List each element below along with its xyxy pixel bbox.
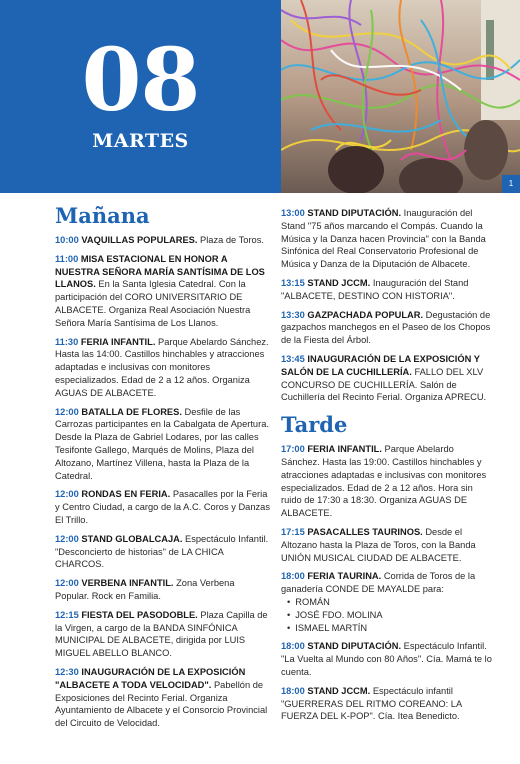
event-description: Desde el Altozano hasta la Plaza de Toros, con la Banda UNIÓN MUSICAL CIUDAD DE ALBACETE. [281,526,476,563]
event-title: INAUGURACIÓN DE LA EXPOSICIÓN "ALBACETE A TODA VELOCIDAD". [55,666,246,690]
event-entry [281,685,493,723]
event-entry [55,533,270,571]
date-block [0,0,281,193]
event-description: FALLO DEL XLV CONCURSO DE CUCHILLERÍA. Salón de Cuchillería del Recinto Ferial. Organiza APRECU. [281,366,487,403]
event-description: Desfile de las Carrozas participantes en la Cabalgata de Apertura. Desde la Plaza de Gabriel Lodares, por las calles Tesifonte Gallego, Marqués de Molins, Plaza del Altozano, Martínez Villena, hasta la Plaza de la Catedral. [55,406,269,481]
bullet-icon: • [287,622,291,633]
event-title: MISA ESTACIONAL EN HONOR A NUESTRA SEÑORA MARÍA SANTÍSIMA DE LOS LLANOS. [55,253,265,290]
event-time: 13:15 [281,277,305,288]
event-time: 17:00 [281,444,305,455]
event-title: GAZPACHADA POPULAR. [307,309,424,320]
tarde-event-list [281,443,493,723]
event-time: 17:15 [281,526,305,537]
event-description: Parque Abelardo Sánchez. Hasta las 19:00. Castillos hinchables y atracciones adaptadas e inclusivas con monitores especializados. Edad de 2 a 12 años. Hora sin ruido de 17:30 a 18:30. Organiza AGUAS DE ALBACETE. [281,444,487,519]
event-time: 12:15 [55,609,79,620]
list-item-label: JOSÉ FDO. MOLINA [295,609,383,620]
event-title: STAND DIPUTACIÓN. [307,641,402,652]
event-entry [281,207,493,271]
event-description: En la Santa Iglesia Catedral. Con la participación del CORO UNIVERSITARIO DE ALBACETE. Organiza Real Asociación Nuestra Señora María Santísima de Los Llanos. [55,279,251,328]
event-entry [55,336,270,400]
event-time: 18:00 [281,685,305,696]
event-title: INAUGURACIÓN DE LA EXPOSICIÓN Y SALÓN DE LA CUCHILLERÍA. [281,353,480,377]
event-description: Parque Abelardo Sánchez. Hasta las 14:00. Castillos hinchables y atracciones adaptadas e inclusivas con monitores especializados. Edad de 2 a 12 años. Organiza AGUAS DE ALBACETE. [55,336,269,398]
streamers-crowd-image [281,0,520,193]
event-time: 12:30 [55,666,79,677]
event-time: 13:45 [281,353,305,364]
event-title: STAND GLOBALCAJA. [81,533,183,544]
event-description: Corrida de Toros de la ganadería CONDE DE MAYALDE para: [281,571,476,595]
event-time: 10:00 [55,235,79,245]
event-description: Plaza de Toros. [200,235,264,245]
event-description: Espectáculo Infantil. "La Vuelta al Mundo con 80 Años". Cía. Mamá te lo cuenta. [281,641,492,677]
event-time: 18:00 [281,571,305,582]
bullet-icon: • [287,596,291,607]
right-column [281,207,493,729]
event-description: Espectáculo infantil "GUERRERAS DEL RITMO COREANO: LA FUERZA DEL K-POP". Cía. Itea Benedicto. [281,685,462,722]
list-item [287,609,493,622]
event-description: Plaza Capilla de la Virgen, a cargo de la BANDA SINFÓNICA MUNICIPAL DE ALBACETE, dirigida por LUIS MIGUEL ABELLO BLANCO. [55,609,268,659]
event-title: FERIA TAURINA. [307,571,382,582]
event-time: 12:00 [55,489,79,500]
section-title-manana: Mañana [55,203,150,228]
event-entry [281,443,493,520]
event-entry [55,234,270,247]
page-number: 1 [502,175,520,193]
section-title-tarde: Tarde [281,412,348,438]
event-description: Pasacalles por la Feria y Centro Ciudad, a cargo de la A.C. Coros y Danzas El Trillo. [55,489,270,525]
event-description: Inauguración del Stand "75 años marcando el Compás. Cuando la Música y la Danza hacen Provincia" con la Banda Sinfónica del Real Conservatorio Profesional de Música y Danza de la Diputación de Albacete. [281,208,486,270]
list-item-label: ROMÁN [295,596,330,607]
bullet-icon: • [287,609,291,620]
event-time: 13:00 [281,208,305,218]
event-entry [281,526,493,564]
manana-continued-event-list [281,207,493,404]
event-title: STAND DIPUTACIÓN. [307,208,402,218]
event-title: VERBENA INFANTIL. [81,578,174,589]
event-entry [281,640,493,678]
event-time: 12:00 [55,533,79,544]
event-entry [55,488,270,526]
list-item [287,622,493,635]
page-header [0,0,520,193]
event-description: Inauguración del Stand "ALBACETE, DESTINO CON HISTORIA". [281,277,469,301]
event-entry [55,609,270,660]
list-item-label: ISMAEL MARTÍN [295,622,368,633]
event-entry [55,666,270,730]
event-description: Zona Verbena Popular. Rock en Familia. [55,578,235,601]
bullfighter-list [281,596,493,634]
event-title: FERIA INFANTIL. [80,336,156,347]
event-time: 12:00 [55,406,79,417]
event-time: 11:00 [55,253,79,264]
event-title: STAND JCCM. [307,277,371,288]
event-time: 18:00 [281,641,305,652]
list-item [287,596,493,609]
event-entry [55,253,270,330]
event-entry [281,570,493,634]
event-title: PASACALLES TAURINOS. [307,526,423,537]
manana-event-list [55,234,270,730]
event-entry [55,406,270,483]
event-title: BATALLA DE FLORES. [81,406,182,417]
event-title: VAQUILLAS POPULARES. [81,235,198,245]
event-description: Espectáculo Infantil. "Desconcierto de historias" de LA CHICA CHARCOS. [55,533,269,570]
event-entry [281,277,493,303]
event-title: FIESTA DEL PASODOBLE. [81,609,198,620]
festival-photo [281,0,520,193]
event-title: FERIA INFANTIL. [307,444,382,455]
event-description: Pabellón de Exposiciones del Recinto Ferial. Organiza Ayuntamiento de Albacete y el Consorcio Provincial del Circuito de Velocidad. [55,679,268,729]
event-entry [55,577,270,603]
event-time: 12:00 [55,578,79,589]
event-time: 13:30 [281,309,305,320]
event-entry [281,353,493,404]
event-title: RONDAS EN FERIA. [81,489,171,500]
event-time: 11:30 [55,336,79,347]
left-column [55,203,270,736]
event-entry [281,309,493,347]
day-name: MARTES [92,130,189,152]
event-description: Degustación de gazpachos manchegos en el Paseo de los Chopos de la Fiesta del Árbol. [281,309,491,346]
day-number: 08 [81,30,200,131]
event-title: STAND JCCM. [307,685,371,696]
